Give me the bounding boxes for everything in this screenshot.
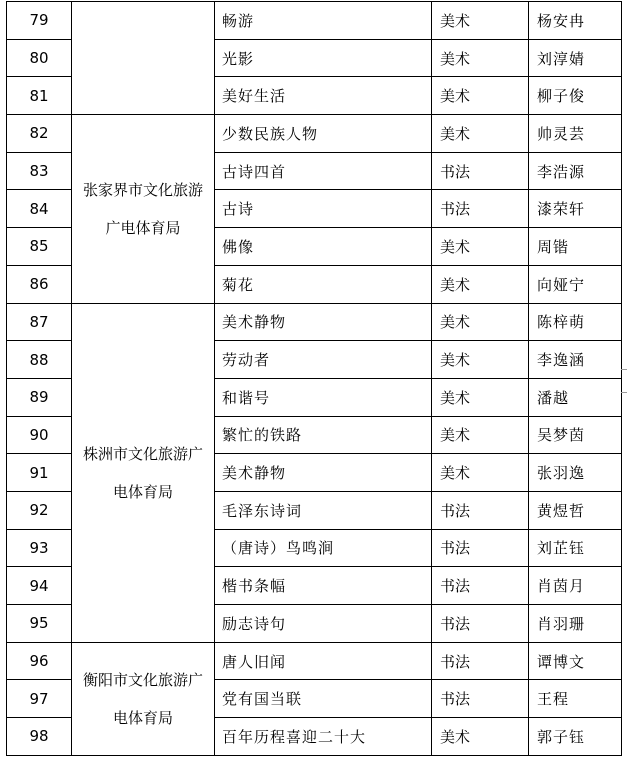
work-title: 古诗 — [215, 190, 432, 228]
work-title: 和谐号 — [215, 378, 432, 416]
category: 美术 — [432, 39, 529, 77]
row-number: 80 — [7, 39, 72, 77]
work-title: 古诗四首 — [215, 152, 432, 190]
category: 美术 — [432, 228, 529, 266]
work-title: 毛泽东诗词 — [215, 491, 432, 529]
work-title: 劳动者 — [215, 341, 432, 379]
author-name: 向娅宁 — [529, 265, 622, 303]
category: 美术 — [432, 718, 529, 756]
category: 书法 — [432, 491, 529, 529]
organizer-cell: 衡阳市文化旅游广电体育局 — [72, 642, 215, 755]
work-title: 唐人旧闻 — [215, 642, 432, 680]
author-name: 吴梦茵 — [529, 416, 622, 454]
category: 美术 — [432, 303, 529, 341]
category: 书法 — [432, 605, 529, 643]
author-name: 李逸涵 — [529, 341, 622, 379]
row-number: 96 — [7, 642, 72, 680]
row-number: 87 — [7, 303, 72, 341]
category: 美术 — [432, 378, 529, 416]
category: 书法 — [432, 567, 529, 605]
margin-mark — [621, 392, 627, 393]
category: 书法 — [432, 529, 529, 567]
category: 书法 — [432, 642, 529, 680]
row-number: 93 — [7, 529, 72, 567]
row-number: 79 — [7, 2, 72, 40]
work-title: 繁忙的铁路 — [215, 416, 432, 454]
work-title: 菊花 — [215, 265, 432, 303]
work-title: 励志诗句 — [215, 605, 432, 643]
row-number: 94 — [7, 567, 72, 605]
author-name: 周锴 — [529, 228, 622, 266]
author-name: 刘芷钰 — [529, 529, 622, 567]
row-number: 81 — [7, 77, 72, 115]
category: 美术 — [432, 2, 529, 40]
row-number: 98 — [7, 718, 72, 756]
category: 书法 — [432, 680, 529, 718]
table-row — [7, 2, 622, 40]
work-title: 美术静物 — [215, 303, 432, 341]
work-title: 美术静物 — [215, 454, 432, 492]
row-number: 97 — [7, 680, 72, 718]
organizer-cell: 株洲市文化旅游广电体育局 — [72, 303, 215, 642]
author-name: 王程 — [529, 680, 622, 718]
row-number: 85 — [7, 228, 72, 266]
author-name: 帅灵芸 — [529, 115, 622, 153]
table-row — [7, 303, 622, 341]
author-name: 刘淳婧 — [529, 39, 622, 77]
author-name: 柳子俊 — [529, 77, 622, 115]
row-number: 91 — [7, 454, 72, 492]
category: 美术 — [432, 341, 529, 379]
author-name: 杨安冉 — [529, 2, 622, 40]
author-name: 潘越 — [529, 378, 622, 416]
row-number: 90 — [7, 416, 72, 454]
author-name: 漆荣轩 — [529, 190, 622, 228]
row-number: 86 — [7, 265, 72, 303]
row-number: 92 — [7, 491, 72, 529]
author-name: 肖茵月 — [529, 567, 622, 605]
table-row — [7, 115, 622, 153]
work-title: （唐诗）鸟鸣涧 — [215, 529, 432, 567]
category: 书法 — [432, 190, 529, 228]
author-name: 郭子钰 — [529, 718, 622, 756]
work-title: 党有国当联 — [215, 680, 432, 718]
work-title: 佛像 — [215, 228, 432, 266]
table-row — [7, 642, 622, 680]
author-name: 张羽逸 — [529, 454, 622, 492]
author-name: 陈梓萌 — [529, 303, 622, 341]
work-title: 百年历程喜迎二十大 — [215, 718, 432, 756]
category: 美术 — [432, 416, 529, 454]
organizer-cell — [72, 2, 215, 115]
work-title: 美好生活 — [215, 77, 432, 115]
organizer-cell: 张家界市文化旅游广电体育局 — [72, 115, 215, 303]
row-number: 95 — [7, 605, 72, 643]
work-title: 少数民族人物 — [215, 115, 432, 153]
awards-table — [6, 1, 622, 756]
category: 美术 — [432, 115, 529, 153]
row-number: 88 — [7, 341, 72, 379]
margin-mark — [621, 369, 627, 370]
row-number: 83 — [7, 152, 72, 190]
category: 书法 — [432, 152, 529, 190]
author-name: 黄煜哲 — [529, 491, 622, 529]
table-body — [7, 2, 622, 756]
author-name: 肖羽珊 — [529, 605, 622, 643]
author-name: 谭博文 — [529, 642, 622, 680]
work-title: 畅游 — [215, 2, 432, 40]
category: 美术 — [432, 77, 529, 115]
row-number: 84 — [7, 190, 72, 228]
author-name: 李浩源 — [529, 152, 622, 190]
row-number: 82 — [7, 115, 72, 153]
category: 美术 — [432, 265, 529, 303]
work-title: 光影 — [215, 39, 432, 77]
category: 美术 — [432, 454, 529, 492]
work-title: 楷书条幅 — [215, 567, 432, 605]
row-number: 89 — [7, 378, 72, 416]
